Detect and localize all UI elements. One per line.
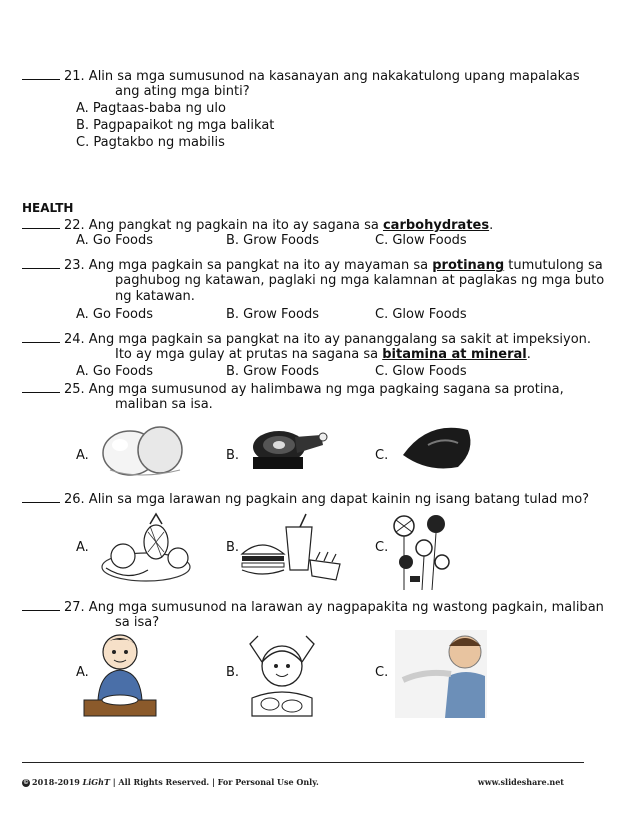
question-text-end: . (526, 347, 531, 362)
choice-c: C. (375, 448, 389, 463)
question-text: 21. Alin sa mga sumusunod na kasanayan ang nakakatulong upang mapalakas (64, 69, 580, 84)
question-26 (22, 491, 589, 507)
eggs-picture[interactable] (100, 420, 186, 478)
fish-picture[interactable] (398, 415, 478, 475)
choice-c: C. (375, 540, 389, 555)
choice-a: A. (76, 665, 89, 680)
footer-author: LiGhT (82, 777, 110, 787)
highlight-term: carbohydrates (382, 218, 490, 233)
answer-blank[interactable] (22, 68, 60, 80)
question-text: 25. Ang mga sumusunod ay halimbawa ng mga pagkaing sagana sa protina, (64, 382, 564, 397)
footer-rights: | All Rights Reserved. | For Personal Use Only. (109, 777, 319, 787)
choice-b: B. Grow Foods (226, 307, 319, 322)
footer-copyright (22, 777, 319, 787)
choice-a: A. Go Foods (76, 307, 154, 322)
question-text: Ito ay mga gulay at prutas na sagana sa (115, 347, 383, 362)
answer-blank[interactable] (22, 331, 60, 343)
copyright-icon: © (23, 779, 29, 786)
question-27 (22, 599, 604, 615)
meat-picture[interactable] (245, 415, 329, 475)
choice-b: B. (226, 665, 240, 680)
choice-c: C. Glow Foods (375, 364, 467, 379)
highlight-term: bitamina at mineral (382, 347, 527, 362)
footer-site-link[interactable]: www.slideshare.net (477, 777, 564, 787)
choice-c: C. Glow Foods (375, 307, 467, 322)
question-text: 27. Ang mga sumusunod na larawan ay nagpapakita ng wastong pagkain, maliban (64, 600, 604, 615)
question-23-line3: ng katawan. (115, 289, 195, 304)
question-21 (22, 68, 580, 84)
section-heading: HEALTH (22, 201, 74, 215)
choice-b: B. Grow Foods (226, 364, 319, 379)
question-25-line2: maliban sa isa. (115, 397, 213, 412)
question-22 (22, 217, 493, 233)
choice-b: B. (226, 540, 240, 555)
candies-picture[interactable] (388, 512, 456, 594)
question-23 (22, 257, 603, 273)
question-24-line2 (115, 347, 531, 362)
fruits-picture[interactable] (98, 512, 194, 584)
question-text: 22. Ang pangkat ng pagkain na ito ay sagana sa (64, 218, 383, 233)
answer-blank[interactable] (22, 381, 60, 393)
question-text: 24. Ang mga pagkain sa pangkat na ito ay pananggalang sa sakit at impeksiyon. (64, 332, 592, 347)
answer-blank[interactable] (22, 599, 60, 611)
choice-b: B. Pagpapaikot ng mga balikat (76, 118, 275, 133)
boy-eating-picture[interactable] (80, 628, 160, 718)
choice-c: C. Pagtakbo ng mabilis (76, 135, 225, 150)
question-text: 26. Alin sa mga larawan ng pagkain ang dapat kainin ng isang batang tulad mo? (64, 492, 590, 507)
question-23-line2: paghubog ng katawan, paglaki ng mga kalamnan at paglakas ng mga buto (115, 273, 605, 288)
footer-year: 2018-2019 (32, 777, 83, 787)
question-25 (22, 381, 564, 397)
choice-c: C. (375, 665, 389, 680)
question-21-line2: ang ating mga binti? (115, 84, 250, 99)
answer-blank[interactable] (22, 217, 60, 229)
choice-b: B. (226, 448, 240, 463)
question-text: 23. Ang mga pagkain sa pangkat na ito ay mayaman sa (64, 258, 433, 273)
question-text-end: tumutulong sa (504, 258, 603, 273)
choice-b: B. Grow Foods (226, 233, 319, 248)
question-text-end: . (489, 218, 494, 233)
answer-blank[interactable] (22, 491, 60, 503)
fast-food-picture[interactable] (236, 512, 344, 584)
question-27-line2: sa isa? (115, 615, 160, 630)
choice-a: A. Go Foods (76, 233, 154, 248)
highlight-term: protinang (432, 258, 505, 273)
choice-a: A. (76, 448, 89, 463)
girl-stretching-picture[interactable] (236, 628, 328, 718)
choice-a: A. (76, 540, 89, 555)
question-24 (22, 331, 591, 347)
answer-blank[interactable] (22, 257, 60, 269)
footer-rule (22, 762, 584, 763)
choice-a: A. Pagtaas-baba ng ulo (76, 101, 226, 116)
choice-c: C. Glow Foods (375, 233, 467, 248)
choice-a: A. Go Foods (76, 364, 154, 379)
boy-drinking-picture[interactable] (395, 630, 487, 718)
